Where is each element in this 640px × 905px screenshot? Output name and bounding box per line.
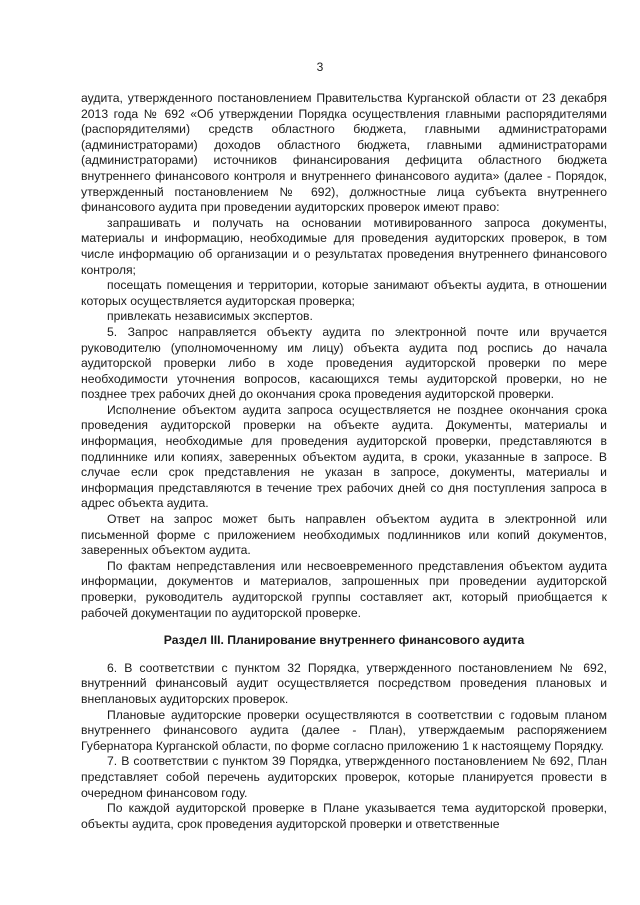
paragraph-item-6: 6. В соответствии с пунктом 32 Порядка, утвержденного постановлением № 692, внутренний финансовый аудит осуществляется посредством проведения плановых и внеплановых аудиторских проверок. — [81, 660, 607, 706]
paragraph-request-documents: запрашивать и получать на основании мотивированного запроса документы, материалы и информацию, необходимые для проведения аудиторских проверок, в том числе информацию об организации и о результатах проведения внутреннего финансового контроля; — [81, 215, 607, 277]
paragraph-non-submission-act: По фактам непредставления или несвоевременного представления объектом аудита информации, документов и материалов, запрошенных при проведении аудиторской проверки, руководитель аудиторской группы составляет акт, который приобщается к рабочей документации по аудиторской проверке. — [81, 558, 607, 620]
document-body — [81, 91, 607, 832]
paragraph-item-5: 5. Запрос направляется объекту аудита по электронной почте или вручается руководителю (уполномоченному им лицу) объекта аудита под роспись до начала аудиторской проверки либо в ходе проведения аудиторской проверки по мере необходимости уточнения вопросов, касающихся темы аудиторской проверки, но не позднее трех рабочих дней до окончания срока проведения аудиторской проверки. — [81, 324, 607, 402]
paragraph-request-execution: Исполнение объектом аудита запроса осуществляется не позднее окончания срока проведения аудиторской проверки на объекте аудита. Документы, материалы и информация, необходимые для проведения аудиторской проверки, представляются в подлиннике или копиях, заверенных объектом аудита, в сроки, указанные в запросе. В случае если срок представления не указан в запросе, документы, материалы и информация представляются в течение трех рабочих дней со дня поступления запроса в адрес объекта аудита. — [81, 402, 607, 511]
paragraph-visit-premises: посещать помещения и территории, которые занимают объекты аудита, в отношении которых осуществляется аудиторская проверка; — [81, 278, 607, 308]
section-heading: Раздел III. Планирование внутреннего финансового аудита — [163, 633, 525, 648]
paragraph-plan-contents: По каждой аудиторской проверке в Плане указывается тема аудиторской проверки, объекты аудита, срок проведения аудиторской проверки и ответственные — [81, 801, 607, 831]
paragraph-planned-audits: Плановые аудиторские проверки осуществляются в соответствии с годовым планом внутреннего финансового аудита (далее - План), утверждаемым распоряжением Губернатора Курганской области, по форме согласно приложению 1 к настоящему Порядку. — [81, 707, 607, 753]
paragraph-audit-rights-intro: аудита, утвержденного постановлением Правительства Курганской области от 23 декабря 2013 года № 692 «Об утверждении Порядка осуществления главными распорядителями (распорядителями) средств областного бюджета, главными администраторами (администраторами) доходов областного бюджета, главными администраторами (администраторами) источников финансирования дефицита областного бюджета внутреннего финансового контроля и внутреннего финансового аудита» (далее - Порядок, утвержденный постановлением № 692), должностные лица субъекта внутреннего финансового аудита при проведении аудиторских проверок имеют право: — [81, 91, 607, 215]
paragraph-response-form: Ответ на запрос может быть направлен объектом аудита в электронной или письменной форме с приложением необходимых подлинников или копий документов, заверенных объектом аудита. — [81, 512, 607, 558]
paragraph-engage-experts: привлекать независимых экспертов. — [107, 309, 313, 324]
paragraph-item-7: 7. В соответствии с пунктом 39 Порядка, утвержденного постановлением № 692, План представляет собой перечень аудиторских проверок, которые планируется провести в очередном финансовом году. — [81, 754, 607, 800]
page-number: 3 — [316, 60, 324, 74]
